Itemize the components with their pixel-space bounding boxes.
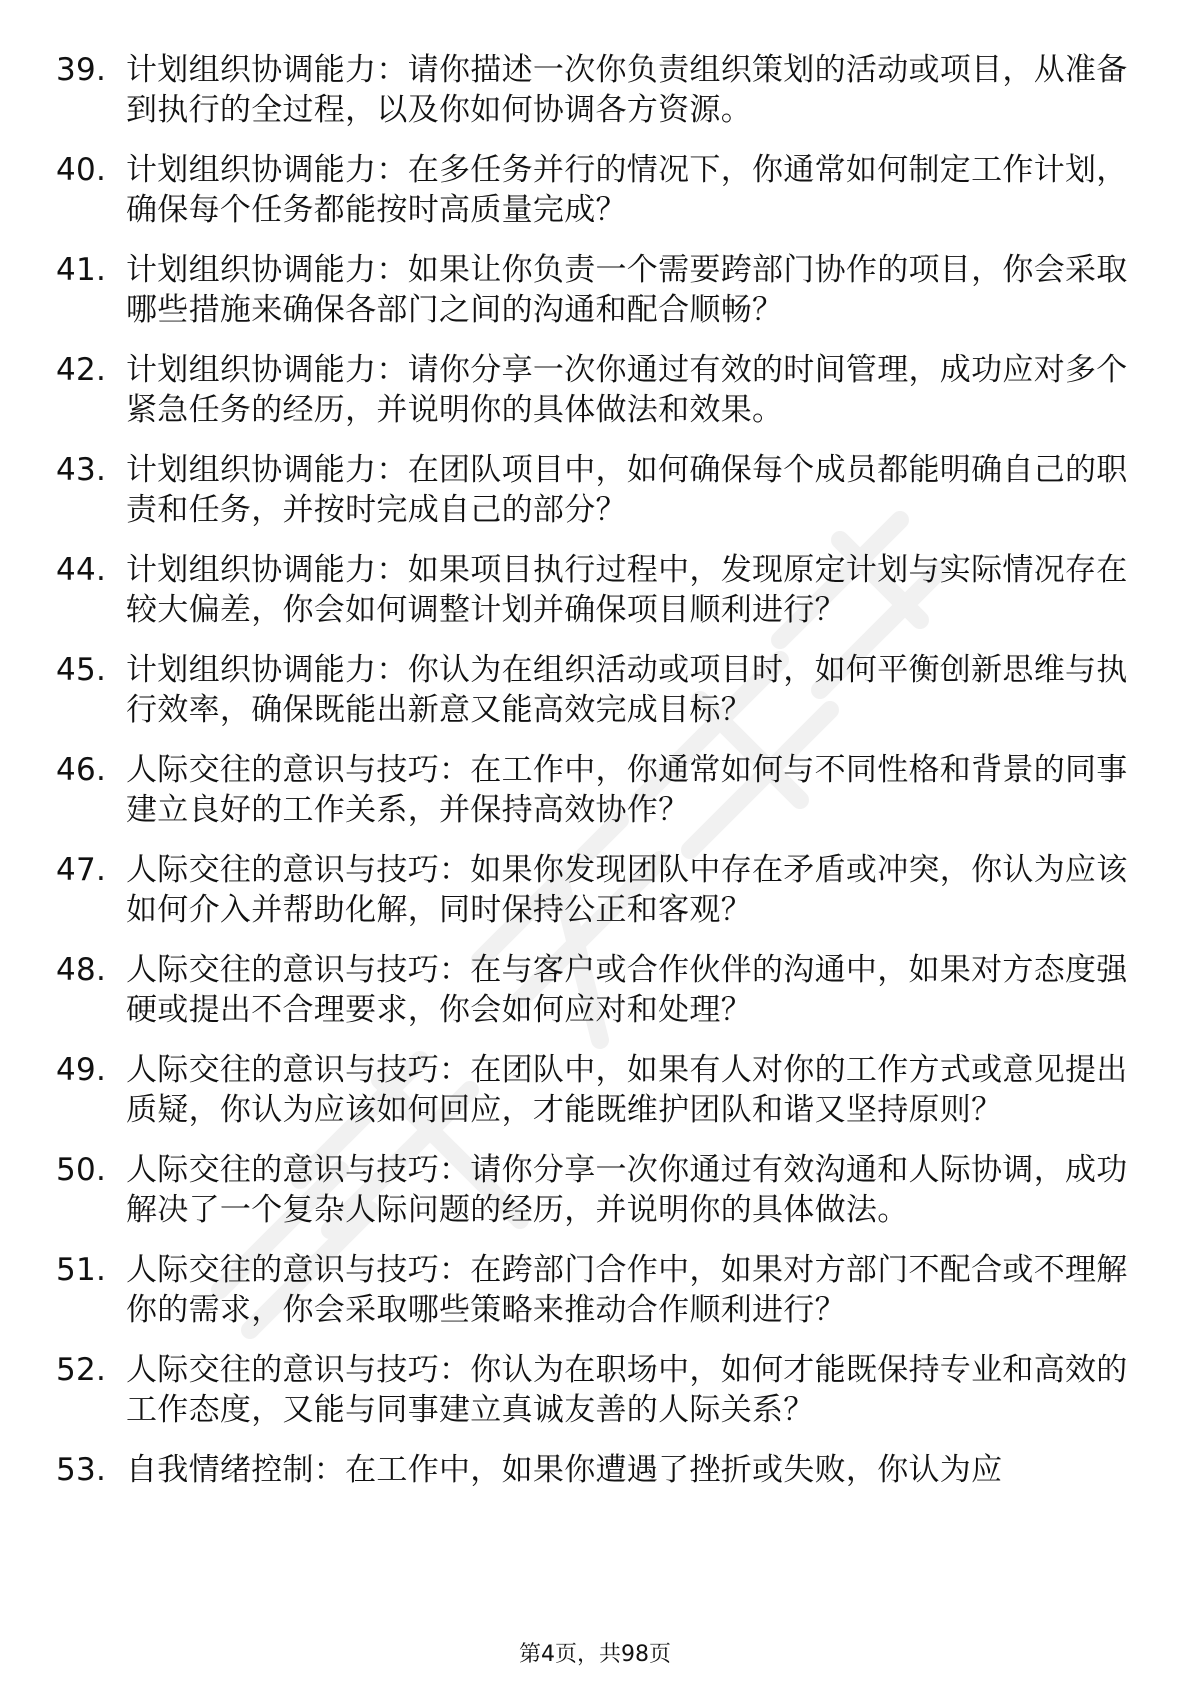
question-number: 41. xyxy=(56,252,107,288)
question-number: 51. xyxy=(56,1252,107,1288)
question-item xyxy=(0,450,1190,530)
question-text: 人际交往的意识与技巧：如果你发现团队中存在矛盾或冲突，你认为应该如何介入并帮助化解，同时保持公正和客观？ xyxy=(126,852,1128,928)
question-text: 人际交往的意识与技巧：在与客户或合作伙伴的沟通中，如果对方态度强硬或提出不合理要求，你会如何应对和处理？ xyxy=(126,952,1128,1028)
question-text: 人际交往的意识与技巧：在跨部门合作中，如果对方部门不配合或不理解你的需求，你会采取哪些策略来推动合作顺利进行？ xyxy=(126,1252,1128,1328)
question-number: 52. xyxy=(56,1352,107,1388)
question-item xyxy=(0,150,1190,230)
question-item xyxy=(0,1350,1190,1430)
question-text: 人际交往的意识与技巧：请你分享一次你通过有效沟通和人际协调，成功解决了一个复杂人际问题的经历，并说明你的具体做法。 xyxy=(126,1152,1128,1228)
question-text: 计划组织协调能力：你认为在组织活动或项目时，如何平衡创新思维与执行效率，确保既能出新意又能高效完成目标？ xyxy=(126,652,1128,728)
question-text: 计划组织协调能力：请你分享一次你通过有效的时间管理，成功应对多个紧急任务的经历，并说明你的具体做法和效果。 xyxy=(126,352,1128,428)
question-list xyxy=(0,50,1190,1510)
question-text: 自我情绪控制：在工作中，如果你遭遇了挫折或失败，你认为应 xyxy=(126,1452,1003,1488)
question-text: 人际交往的意识与技巧：你认为在职场中，如何才能既保持专业和高效的工作态度，又能与同事建立真诚友善的人际关系？ xyxy=(126,1352,1128,1428)
question-number: 43. xyxy=(56,452,107,488)
question-number: 46. xyxy=(56,752,107,788)
question-text: 人际交往的意识与技巧：在团队中，如果有人对你的工作方式或意见提出质疑，你认为应该如何回应，才能既维护团队和谐又坚持原则？ xyxy=(126,1052,1128,1128)
question-item xyxy=(0,250,1190,330)
question-item xyxy=(0,950,1190,1030)
page-number-label: 第4页，共98页 xyxy=(519,1642,671,1667)
question-item xyxy=(0,50,1190,130)
question-number: 48. xyxy=(56,952,107,988)
question-item xyxy=(0,750,1190,830)
question-text: 计划组织协调能力：请你描述一次你负责组织策划的活动或项目，从准备到执行的全过程，以及你如何协调各方资源。 xyxy=(126,52,1128,128)
question-text: 计划组织协调能力：在团队项目中，如何确保每个成员都能明确自己的职责和任务，并按时完成自己的部分？ xyxy=(126,452,1128,528)
question-number: 50. xyxy=(56,1152,107,1188)
question-item xyxy=(0,350,1190,430)
question-item xyxy=(0,650,1190,730)
question-number: 42. xyxy=(56,352,107,388)
question-number: 53. xyxy=(56,1452,107,1488)
question-item xyxy=(0,1150,1190,1230)
question-item xyxy=(0,550,1190,630)
question-item xyxy=(0,1050,1190,1130)
question-text: 人际交往的意识与技巧：在工作中，你通常如何与不同性格和背景的同事建立良好的工作关系，并保持高效协作？ xyxy=(126,752,1128,828)
question-item xyxy=(0,850,1190,930)
question-number: 39. xyxy=(56,52,107,88)
question-item xyxy=(0,1250,1190,1330)
question-text: 计划组织协调能力：如果让你负责一个需要跨部门协作的项目，你会采取哪些措施来确保各部门之间的沟通和配合顺畅？ xyxy=(126,252,1128,328)
question-number: 49. xyxy=(56,1052,107,1088)
question-number: 44. xyxy=(56,552,107,588)
question-text: 计划组织协调能力：如果项目执行过程中，发现原定计划与实际情况存在较大偏差，你会如何调整计划并确保项目顺利进行？ xyxy=(126,552,1128,628)
question-number: 40. xyxy=(56,152,107,188)
question-number: 47. xyxy=(56,852,107,888)
page-footer xyxy=(0,1640,1190,1670)
question-item xyxy=(0,1450,1190,1490)
question-text: 计划组织协调能力：在多任务并行的情况下，你通常如何制定工作计划，确保每个任务都能按时高质量完成？ xyxy=(126,152,1128,228)
question-number: 45. xyxy=(56,652,107,688)
